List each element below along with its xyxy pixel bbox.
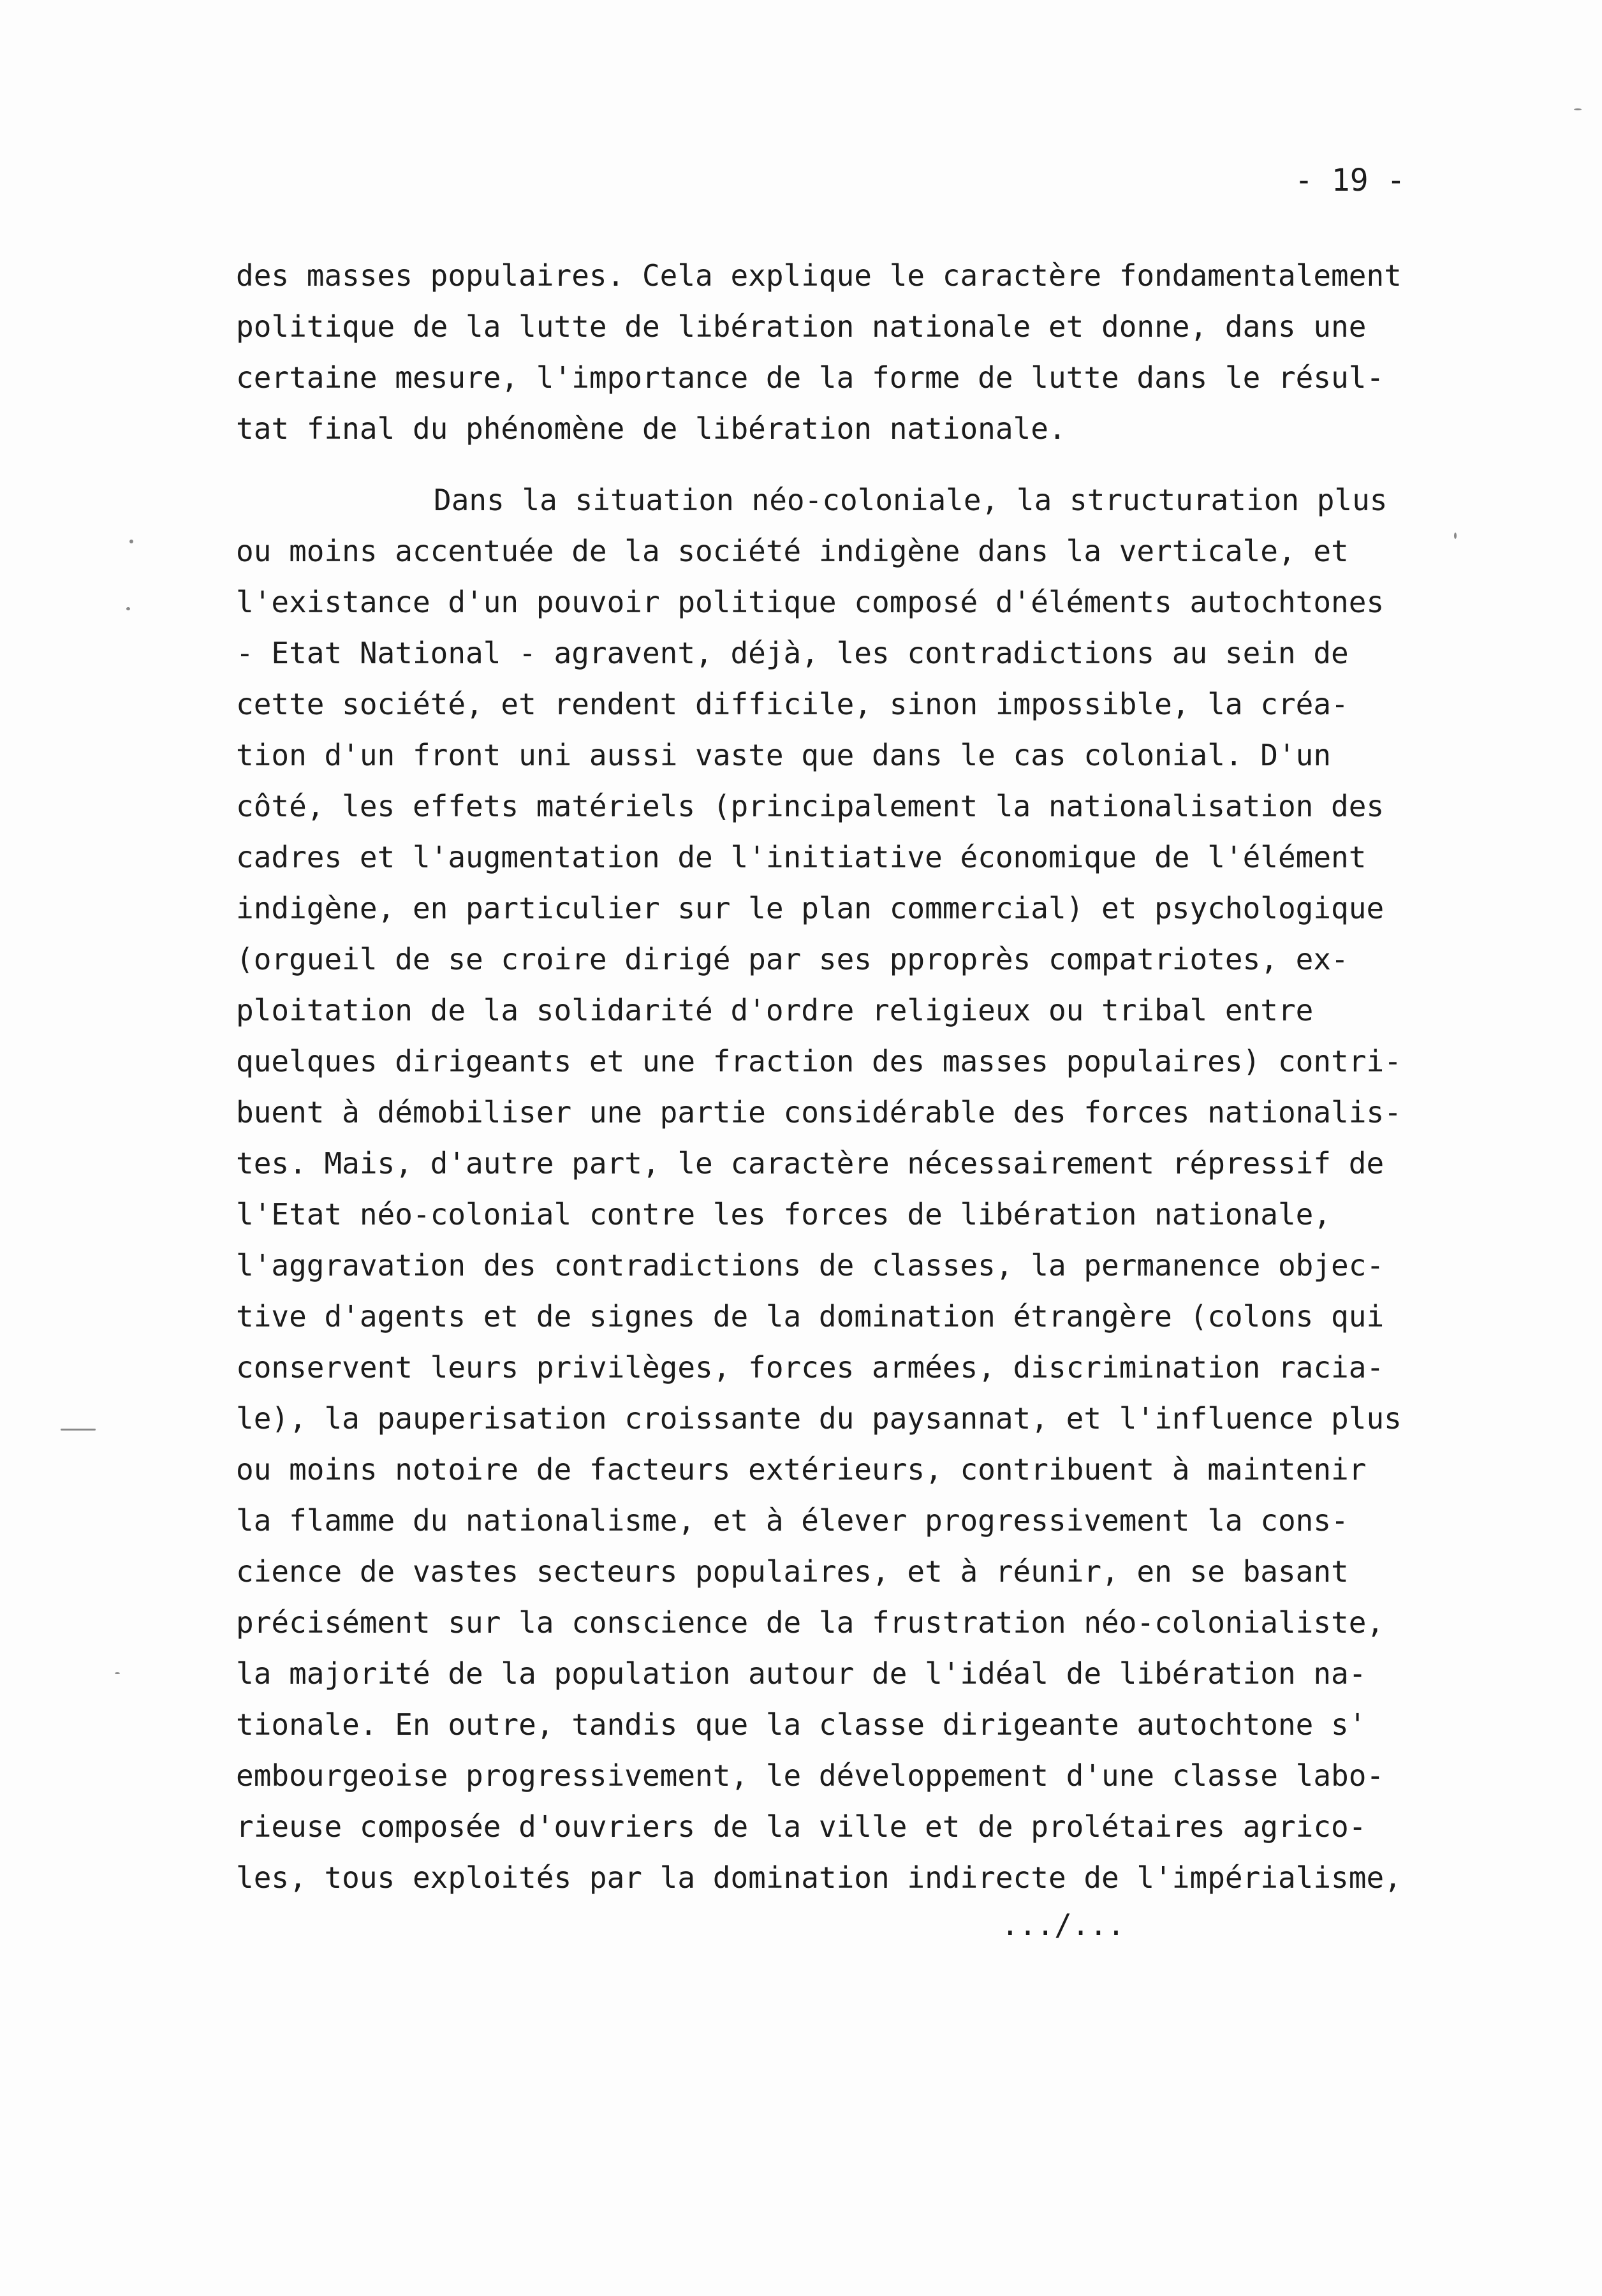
text-line: ou moins accentuée de la société indigène dans la verticale, et <box>236 534 1349 568</box>
text-line: l'existance d'un pouvoir politique composé d'éléments autochtones <box>236 585 1385 619</box>
text-line: la majorité de la population autour de l'idéal de libération na- <box>236 1656 1367 1691</box>
paragraph-spacer <box>236 454 1480 475</box>
scan-speck <box>126 607 130 610</box>
paragraph-1 <box>236 250 1480 454</box>
scan-speck <box>115 1672 120 1674</box>
continuation-mark: .../... <box>1001 1908 1125 1942</box>
scan-speck <box>1454 533 1457 539</box>
text-line: l'Etat néo-colonial contre les forces de libération nationale, <box>236 1197 1332 1232</box>
text-line: les, tous exploités par la domination indirecte de l'impérialisme, <box>236 1860 1402 1895</box>
text-line: cadres et l'augmentation de l'initiative économique de l'élément <box>236 840 1367 874</box>
text-line: politique de la lutte de libération nationale et donne, dans une <box>236 309 1367 344</box>
text-line: cience de vastes secteurs populaires, et à réunir, en se basant <box>236 1554 1349 1589</box>
text-line: certaine mesure, l'importance de la forme de lutte dans le résul- <box>236 360 1385 395</box>
text-line-indented: Dans la situation néo-coloniale, la structuration plus <box>434 483 1388 517</box>
text-line: indigène, en particulier sur le plan commercial) et psychologique <box>236 891 1385 925</box>
scan-speck <box>129 540 133 543</box>
text-line: la flamme du nationalisme, et à élever progressivement la cons- <box>236 1503 1349 1538</box>
body-text <box>236 250 1480 1903</box>
scan-speck <box>61 1429 96 1431</box>
text-line: - Etat National - agravent, déjà, les contradictions au sein de <box>236 636 1349 670</box>
text-line: ploitation de la solidarité d'ordre religieux ou tribal entre <box>236 993 1314 1027</box>
text-line: rieuse composée d'ouvriers de la ville et de prolétaires agrico- <box>236 1809 1367 1844</box>
paragraph-2 <box>236 475 1480 1903</box>
text-line: des masses populaires. Cela explique le caractère fondamentalement <box>236 258 1402 293</box>
text-line: précisément sur la conscience de la frustration néo-colonialiste, <box>236 1605 1385 1640</box>
text-line: cette société, et rendent difficile, sinon impossible, la créa- <box>236 687 1349 721</box>
text-line: (orgueil de se croire dirigé par ses pproprès compatriotes, ex- <box>236 942 1349 976</box>
text-line: ou moins notoire de facteurs extérieurs, contribuent à maintenir <box>236 1452 1367 1487</box>
text-line: tive d'agents et de signes de la domination étrangère (colons qui <box>236 1299 1385 1334</box>
page-number: - 19 - <box>1295 163 1406 198</box>
text-line: conservent leurs privilèges, forces armées, discrimination racia- <box>236 1350 1385 1385</box>
text-line: tes. Mais, d'autre part, le caractère nécessairement répressif de <box>236 1146 1385 1181</box>
text-line: l'aggravation des contradictions de classes, la permanence objec- <box>236 1248 1385 1283</box>
scan-speck <box>1574 108 1582 110</box>
text-line: tat final du phénomène de libération nationale. <box>236 411 1066 446</box>
text-line: tion d'un front uni aussi vaste que dans le cas colonial. D'un <box>236 738 1332 772</box>
text-line: buent à démobiliser une partie considérable des forces nationalis- <box>236 1095 1402 1130</box>
text-line: le), la pauperisation croissante du paysannat, et l'influence plus <box>236 1401 1402 1436</box>
text-line: embourgeoise progressivement, le développement d'une classe labo- <box>236 1758 1385 1793</box>
text-line: tionale. En outre, tandis que la classe dirigeante autochtone s' <box>236 1707 1367 1742</box>
text-line: côté, les effets matériels (principalement la nationalisation des <box>236 789 1385 823</box>
text-line: quelques dirigeants et une fraction des masses populaires) contri- <box>236 1044 1402 1078</box>
